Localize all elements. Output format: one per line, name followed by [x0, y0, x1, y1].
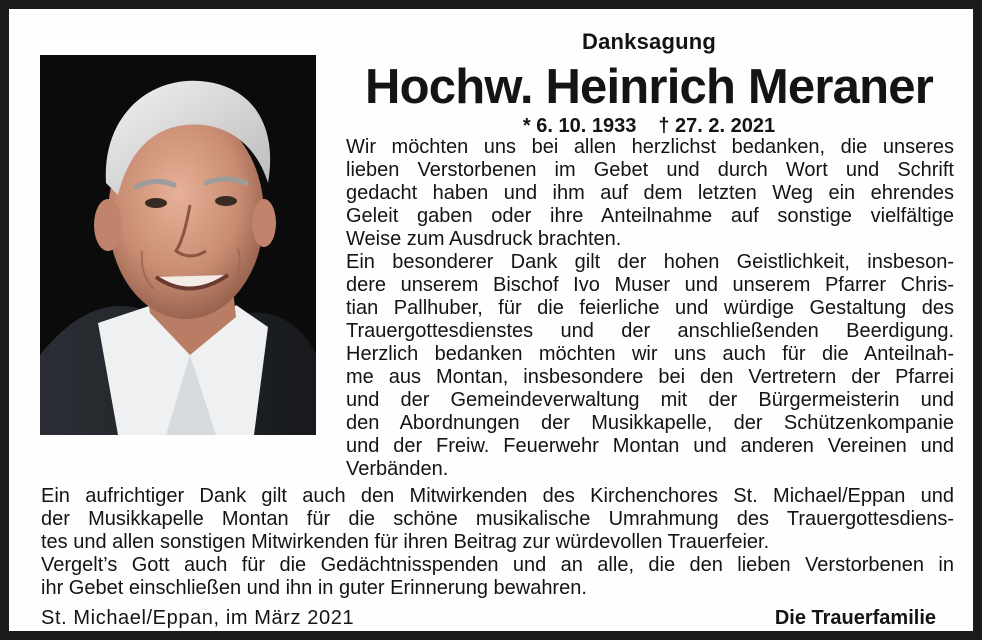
portrait-photo	[40, 55, 316, 435]
birth-date: * 6. 10. 1933	[522, 115, 637, 137]
body-line: und der Freiw. Feuerwehr Montan und anderen Vereinen und	[346, 435, 954, 457]
body-line: den Abordnungen der Musikkapelle, der Schützenkompanie	[346, 412, 954, 434]
notice-heading: Danksagung	[581, 29, 717, 54]
body-line: Ein aufrichtiger Dank gilt auch den Mitwirkenden des Kirchenchores St. Michael/Eppan und	[41, 485, 954, 507]
place-and-date: St. Michael/Eppan, im März 2021	[41, 607, 355, 629]
body-line: Geleit gaben oder ihre Anteilnahme auf sonstige vielfältige	[346, 205, 954, 227]
signature: Die Trauerfamilie	[774, 607, 936, 629]
body-line: Weise zum Ausdruck brachten.	[346, 228, 622, 250]
body-line: gedacht haben und ihm auf dem letzten Weg ein ehrendes	[346, 182, 954, 204]
body-line: lieben Verstorbenen im Gebet und durch Wort und Schrift	[346, 159, 954, 181]
body-line: Wir möchten uns bei allen herzlichst bedanken, die unseres	[346, 136, 954, 158]
body-line: ihr Gebet einschließen und ihn in guter Erinnerung bewahren.	[41, 577, 587, 599]
death-date: † 27. 2. 2021	[658, 115, 776, 137]
life-dates	[345, 115, 953, 138]
body-line: Trauergottesdienstes und der anschließenden Beerdigung.	[346, 320, 954, 342]
body-line: Ein besonderer Dank gilt der hohen Geistlichkeit, insbeson-	[346, 251, 954, 273]
body-line: tes und allen sonstigen Mitwirkenden für ihren Beitrag zur würdevollen Trauerfeier.	[41, 531, 770, 553]
body-line: Verbänden.	[346, 458, 449, 480]
deceased-name: Hochw. Heinrich Meraner	[365, 60, 933, 114]
body-line: me aus Montan, insbesondere bei den Vertretern der Pfarrei	[346, 366, 954, 388]
body-line: Herzlich bedanken möchten wir uns auch für die Anteilnah-	[346, 343, 954, 365]
body-line: tian Pallhuber, für die feierliche und würdige Gestaltung des	[346, 297, 954, 319]
portrait-illustration	[40, 55, 316, 435]
body-line: dere unserem Bischof Ivo Muser und unserem Pfarrer Chris-	[346, 274, 954, 296]
body-line: der Musikkapelle Montan für die schöne musikalische Umrahmung des Trauergottesdiens-	[41, 508, 954, 530]
body-line: und der Gemeindeverwaltung mit der Bürgermeisterin und	[346, 389, 954, 411]
body-line: Vergelt’s Gott auch für die Gedächtnisspenden und an alle, die den lieben Verstorbenen in	[41, 554, 954, 576]
